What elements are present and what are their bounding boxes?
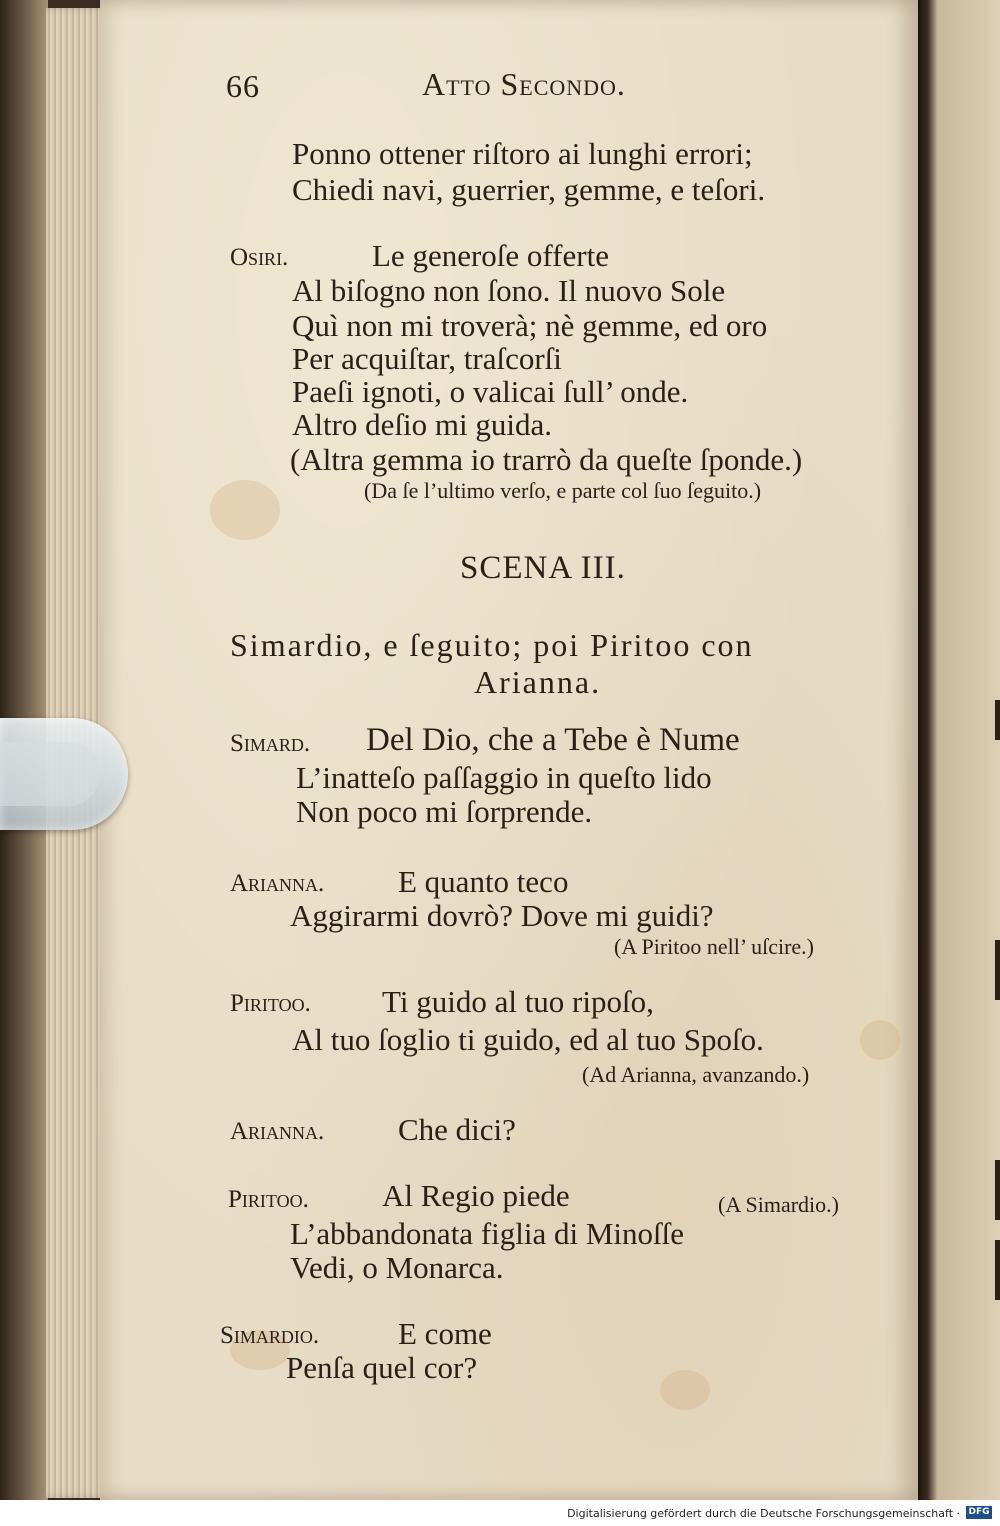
verse-line: Al Regio piede bbox=[382, 1178, 570, 1213]
verse-line: E come bbox=[398, 1316, 492, 1351]
verse-line: Al biſogno non ſono. Il nuovo Sole bbox=[292, 273, 726, 308]
stage-direction: (A Piritoo nell’ uſcire.) bbox=[614, 934, 814, 959]
speaker-piritoo: Piritoo. bbox=[230, 990, 311, 1017]
verse-line: Che dici? bbox=[398, 1112, 516, 1147]
verse-line: Altro deſio mi guida. bbox=[292, 407, 553, 442]
verse-line: Del Dio, che a Tebe è Nume bbox=[366, 722, 740, 758]
scene-title: SCENA III. bbox=[460, 550, 626, 586]
verse-line: (Altra gemma io trarrò da queſte ſponde.) bbox=[290, 442, 803, 477]
verse-line: L’abbandonata figlia di Minoſſe bbox=[290, 1216, 685, 1251]
plastic-page-clip-inner bbox=[0, 742, 100, 806]
speaker-arianna: Arianna. bbox=[230, 1118, 325, 1145]
speaker-arianna: Arianna. bbox=[230, 870, 325, 897]
stage-direction: (A Simardio.) bbox=[718, 1192, 839, 1217]
page-number: 66 bbox=[226, 68, 260, 104]
verse-line: Al tuo ſoglio ti guido, ed al tuo Spoſo. bbox=[292, 1022, 764, 1057]
paper-stain bbox=[210, 480, 280, 540]
verse-line: Ponno ottener riſtoro ai lunghi errori; bbox=[292, 136, 753, 171]
running-header: Atto Secondo. bbox=[422, 66, 626, 102]
stage-direction: (Da ſe l’ultimo verſo, e parte col ſuo ſeguito.) bbox=[364, 478, 762, 503]
paper-stain bbox=[660, 1370, 710, 1410]
funding-notice: Digitalisierung gefördert durch die Deutsche Forschungsgemeinschaft · bbox=[567, 1507, 960, 1520]
verse-line: Non poco mi ſorprende. bbox=[296, 794, 593, 829]
verse-line: Chiedi navi, guerrier, gemme, e teſori. bbox=[292, 172, 766, 207]
next-page-marks bbox=[995, 1160, 1000, 1220]
stage-direction: (Ad Arianna, avanzando.) bbox=[582, 1062, 810, 1087]
scene-persons: Simardio, e ſeguito; poi Piritoo con bbox=[230, 627, 754, 663]
next-page-marks bbox=[995, 1240, 1000, 1300]
speaker-simardio: Simardio. bbox=[220, 1322, 320, 1349]
speaker-piritoo: Piritoo. bbox=[228, 1186, 309, 1213]
verse-line: Quì non mi troverà; nè gemme, ed oro bbox=[292, 308, 768, 343]
speaker-simard: Simard. bbox=[230, 730, 311, 757]
verse-line: Ti guido al tuo ripoſo, bbox=[382, 984, 654, 1019]
verse-line: Le generoſe offerte bbox=[372, 238, 609, 273]
verse-line: Vedi, o Monarca. bbox=[290, 1250, 504, 1285]
next-page-marks bbox=[995, 700, 1000, 740]
verse-line: L’inatteſo paſſaggio in queſto lido bbox=[296, 760, 712, 795]
paper-stain bbox=[860, 1020, 900, 1060]
verse-line: Per acquiſtar, traſcorſi bbox=[292, 341, 562, 376]
next-page-marks bbox=[995, 940, 1000, 1000]
speaker-osiri: Osiri. bbox=[230, 244, 289, 271]
verse-line: Paeſi ignoti, o valicai ſull’ onde. bbox=[292, 374, 689, 409]
verse-line: Penſa quel cor? bbox=[286, 1350, 478, 1385]
verse-line: E quanto teco bbox=[398, 864, 569, 899]
dfg-logo-badge: DFG bbox=[966, 1506, 992, 1519]
scene-persons: Arianna. bbox=[474, 664, 602, 700]
next-page-edge bbox=[918, 0, 1000, 1500]
footer-bar bbox=[0, 1500, 1000, 1526]
verse-line: Aggirarmi dovrò? Dove mi guidi? bbox=[290, 898, 714, 933]
